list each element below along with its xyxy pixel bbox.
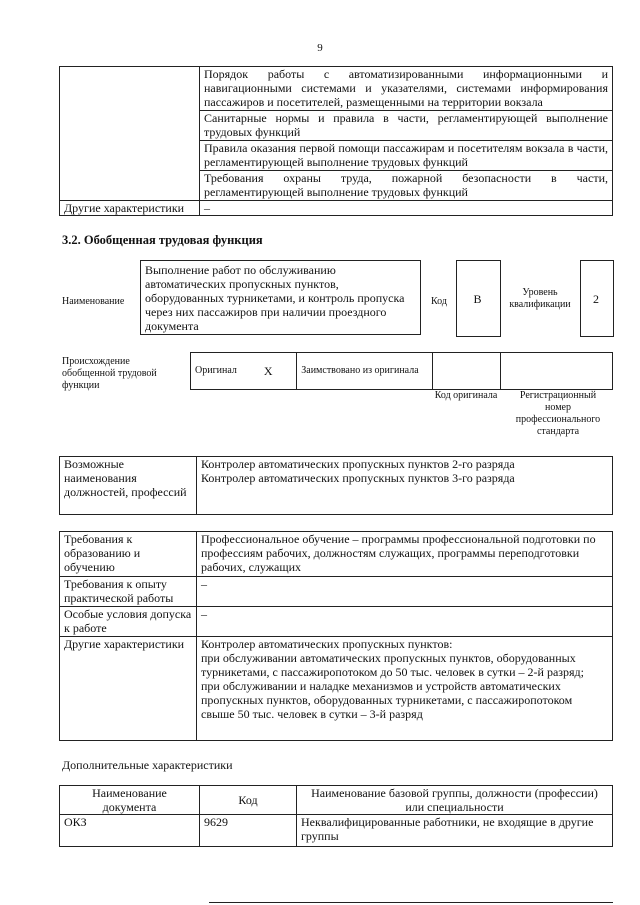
level-value: 2: [593, 292, 599, 306]
education-label: Требования к образованию и обучению: [60, 532, 197, 577]
row-code: 9629: [200, 815, 297, 847]
position-item: Контролер автоматических пропускных пунктов 2-го разряда: [201, 457, 515, 471]
header-code: Код: [200, 786, 297, 815]
code-label: Код: [431, 296, 447, 307]
original-label: Оригинал: [191, 353, 260, 390]
code-original-caption: Код оригинала: [434, 390, 498, 401]
row-group: Неквалифицированные работники, не входящие в другие группы: [297, 815, 613, 847]
other-line: Контролер автоматических пропускных пунктов:: [201, 637, 453, 651]
header-group: Наименование базовой группы, должности (профессии) или специальности: [297, 786, 613, 815]
requirements-table: [59, 531, 613, 741]
other-label: Другие характеристики: [60, 637, 197, 741]
page-number: 9: [317, 42, 323, 54]
other-characteristics-value: –: [200, 201, 613, 216]
code-value: B: [473, 292, 482, 306]
education-value: Профессиональное обучение – программы профессиональной подготовки по профессиям рабочих, должностям служащих, программы переподготовки рабочих, служащих: [197, 532, 613, 577]
empty-label-cell: [60, 67, 200, 201]
positions-table: [59, 456, 613, 515]
knowledge-table: [59, 66, 613, 216]
other-line: при обслуживании автоматических пропускных пунктов, оборудованных турникетами, с пассажиропотоком до 50 тыс. человек в сутки – 2-й разряд;: [201, 651, 584, 679]
experience-label: Требования к опыту практической работы: [60, 577, 197, 607]
special-conditions-value: –: [197, 607, 613, 637]
additional-title: Дополнительные характеристики: [62, 758, 233, 772]
other-characteristics-label: Другие характеристики: [60, 201, 200, 216]
origin-label: Происхождение обобщенной трудовой функции: [62, 356, 157, 391]
header-document: Наименование документа: [60, 786, 200, 815]
original-mark: X: [260, 353, 297, 390]
origin-table: [190, 352, 613, 390]
special-conditions-label: Особые условия допуска к работе: [60, 607, 197, 637]
code-original-cell: [432, 353, 500, 390]
additional-table: [59, 785, 613, 847]
positions-label: Возможные наименования должностей, профессий: [60, 457, 197, 515]
borrowed-label: Заимствовано из оригинала: [297, 353, 433, 390]
other-line: при обслуживании и наладке механизмов и устройств автоматических пропускных пунктов, оборудованных турникетами, с пассажиропотоком свыше 50 тыс. человек в сутки – 3-й разряд: [201, 679, 573, 721]
level-label: Уровень квалификации: [509, 287, 571, 310]
reg-number-caption: Регистрационный номер профессионального стандарта: [515, 390, 601, 437]
position-item: Контролер автоматических пропускных пунктов 3-го разряда: [201, 471, 515, 485]
knowledge-row: Санитарные нормы и правила в части, регламентирующей выполнение трудовых функций: [200, 111, 613, 141]
row-document: ОКЗ: [60, 815, 200, 847]
section-title: 3.2. Обобщенная трудовая функция: [62, 233, 263, 247]
knowledge-row: Порядок работы с автоматизированными информационными и навигационными системами и указателями, системами информирования пассажиров и посетителей, размещенными на территории вокзала: [200, 67, 613, 111]
knowledge-row: Требования охраны труда, пожарной безопасности в части, регламентирующей выполнение трудовых функций: [200, 171, 613, 201]
continuation-line: [209, 902, 613, 903]
experience-value: –: [197, 577, 613, 607]
reg-number-cell: [500, 353, 612, 390]
knowledge-row: Правила оказания первой помощи пассажирам и посетителям вокзала в части, регламентирующей выполнение трудовых функций: [200, 141, 613, 171]
function-name: Выполнение работ по обслуживанию автоматических пропускных пунктов, оборудованных турникетами, и контроль пропуска через них пассажиров при наличии проездного документа: [140, 260, 421, 335]
name-label: Наименование: [62, 296, 125, 307]
